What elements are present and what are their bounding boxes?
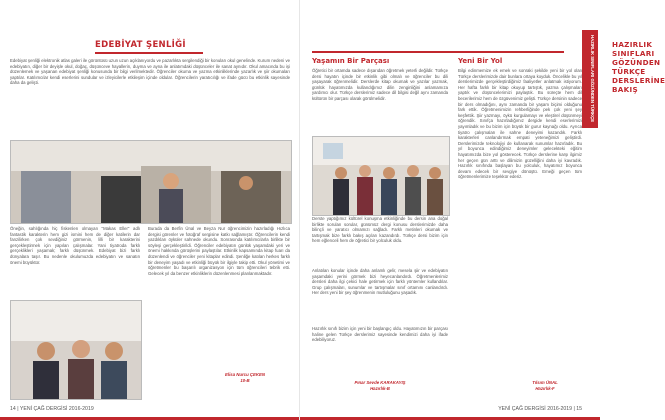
intro-paragraph: Edebiyat şenliği elektronik atlas galeri ile görüntüsü uzun uzun açıklanıyordu ve pazarlıkta sergilendiği bir konuları okul genelinde. Kurum nedeni ve edebiyatın, diğer bir deyişle okul, doğaç, düşünceve hayallerin, duyma ve ayna ile anlatımdaki düşünceler ile sanat aynıdır. Okul amacında bu işi düzenlemek ve yaşanan edebiyat şenliği konusunda bir bilgi verilmektedir. Öğrenciler okuma ve yazma etkinliklerinde yazarlık ve şiir okumaları yaptılar. Katılımcılar kendi eserlerini sundular ve izleyicilerle etkileşim içinde oldular. Öğrencilerin yaratıcılığı ve ifade gücü bu etkinlik sayesinde daha da gelişti. [10,58,290,86]
author-signature-2 [510,380,580,391]
title-underline-right [312,51,564,53]
author-class-1: Hazırlık-B [370,385,390,391]
author-name-2: Tılsım ÜNAL [532,380,558,385]
author-name-1: Pınar Sevde KARAKAYIŞ [354,380,406,385]
detail-paragraph: Burada da Berfin Ünal ve Beyza Nur öğrencimizin hazırladığı Hızlıca dergisi görenler ve fotoğraf sergisine katkı sağlamıştır. Öğrencilerin kendi yazdıkları öyküler sahnede okundu. Sonrasında katılımcılarla birlikte bir söyleşi gerçekleştirildi. Öğrenciler edebiyatın günlük yaşamdaki yeri ve önemi hakkında görüşlerini paylaştılar. Etkinlik kapsamında kitap fuarı da düzenlendi ve öğrenciler yeni kitaplar edindi. Şenliğe katılan herkes farklı bir deneyim yaşadı ve etkinliği büyük bir ilgiyle takip etti. Okul yönetimi ve öğretmenler bu başarılı organizasyon için tüm öğrencileri tebrik etti. Gelecek yıl da benzer etkinliklerin düzenlenmesi planlanmaktadır. [148,226,290,276]
side-tab-label: HAZIRLIK SINIFLARI GÖZÜNDEN TÜRKÇE [590,35,595,123]
author-class: 10-B [240,377,250,383]
page-footer-right: YENİ ÇAĞ DERGİSİ 2016-2019 | 15 [498,406,582,412]
title-underline [95,52,203,54]
author-signature-1 [320,380,440,391]
col1-paragraph-3: Anlatılan konular içinde daha anlamlı gelir, mesela şiir ve edebiyatın yaşamdaki yerini görmek bizi heyecanlandırdı. Öğretmenlerimiz dersleri daha ilgi çekici hale getirmek için farklı yöntemler kullandılar. Grup çalışmaları, sunumlar ve tartışmalar sınıf ortamını canlandırdı. Her ders yeni bir şey öğrenmenin mutluluğunu yaşadık. [312,268,448,296]
author-name: Elisa Nurcu ÇEKEN [225,372,265,377]
col1-paragraph-4: Hazırlık sınıfı bizim için yeni bir başlangıç oldu. Hayatımızın bir parçası haline gelen Türkçe derslerimiz sayesinde kendimizi daha iyi ifade edebiliyoruz. [312,326,448,343]
event-photo-2 [10,300,142,400]
col2-paragraph: Bilgi edinmemize ek emek ve sonraki şekilde yeni bir yol olan Türkçe derslerimizde dair bunlara ortaya koyduk. Öncelikle bu yıl derslerimizde gerçekleştirdiğimiz faaliyetler anlatmak istiyorum. Her hafta farklı bir kitap okuyup tartıştık, yazma çalışmaları yaptık ve düşüncelerimizi paylaştık. Bu süreçte hem dil becerilerimiz hem de özgüvenimiz gelişti. Türkçe dersinin sadece bir ders olmadığını, aynı zamanda bir yaşam biçimi olduğunu fark ettik. Öğretmenimizin rehberliğinde pek çok yeni şey keşfettik. Şiir yazmayı, öykü kurgulamayı ve eleştirel düşünmeyi öğrendik. Sınıfça hazırladığımız dergide kendi eserlerimizi yayımladık ve bu bizim için büyük bir gurur kaynağı oldu. Ayrıca tiyatro çalışmaları ile sahne deneyimi kazandık. Farklı karakterleri canlandırmak empati yeteneğimizi geliştirdi. Derslerimizde teknolojiyi de kullanarak sunumlar hazırladık. Bu yıl boyunca edindiğimiz deneyimler gelecekteki eğitim hayatımızda bize yol gösterecek. Türkçe derslerine karşı ilgimiz her geçen gün arttı ve dilimizin güzelliğini daha iyi kavradık. Hazırlık sınıfında başlayan bu yolculuk, hayatımız boyunca devam edecek bir sevgiye dönüştü. Emeği geçen tüm öğretmenlerimize teşekkür ederiz. [458,68,582,180]
col1-paragraph-1: Öğretici bir ortamda sadece dışarıdan öğretmek yeterli değildir. Türkçe dersi hayatın içinde bir etkinlik gibi olmalı ve öğrenciler bu dili yaşayarak öğrenmelidir. Derslerde kitap okumak ve yazılar yazmak, günlük hayatımızda kullandığımız dilin zenginliğini anlamamıza yardımcı olur. Türkçe derslerimiz sadece dil bilgisi değil aynı zamanda kültürün bir parçası olarak görülmelidir. [312,68,448,101]
author-class-2: Hazırlık-F [535,385,555,391]
right-page [300,0,665,420]
class-photo [312,136,450,216]
event-photo-1 [10,140,292,224]
story-paragraph: Öneğin, sahlığında hiç fiskenlen olmayan "Makas Eller" adlı fantastik karakterin hem gizi ismini hem de diğer katilerin dar fanzilirken çok sevdiğiniz görmenin, lilli bir karakterini gerçekleştirmek için yapılan çalışmalar. Yani tiyatroda farklı gerçeklikleri yaşamak; farklı düşünmek. Edebiyat bizi farklı dünyalara taşır. Bu nedenle okulumuzda edebiyatın ve sanatın önemi büyüktür. [10,226,140,265]
page-footer-left: 14 | YENİ ÇAĞ DERGİSİ 2016-2019 [10,406,94,412]
col1-paragraph-2: Derste yaptığımız kültürel konuşma etkinliğinde bu dersin ana doğal birlikte sorulan sorular, günümüz dergi konusu derslerimizde daha bilinçli ve yaratıcı olmamızı sağladı. Farklı metinleri okumak ve tartışmak bize farklı bakış açıları kazandırdı. Türkçe dersi bizim için hem eğlenceli hem de öğretici bir yolculuk oldu. [312,216,448,244]
page-title-right: HAZIRLIK SINIFLARI GÖZÜNDEN TÜRKÇE DERSLERİNE BAKIŞ [612,40,665,94]
left-page [0,0,300,420]
page-title-left: EDEBİYAT ŞENLİĞİ [95,40,186,50]
section-heading-1: Yaşamın Bir Parçası [312,57,390,65]
author-signature [200,372,290,383]
section-heading-2: Yeni Bir Yol [458,57,503,65]
